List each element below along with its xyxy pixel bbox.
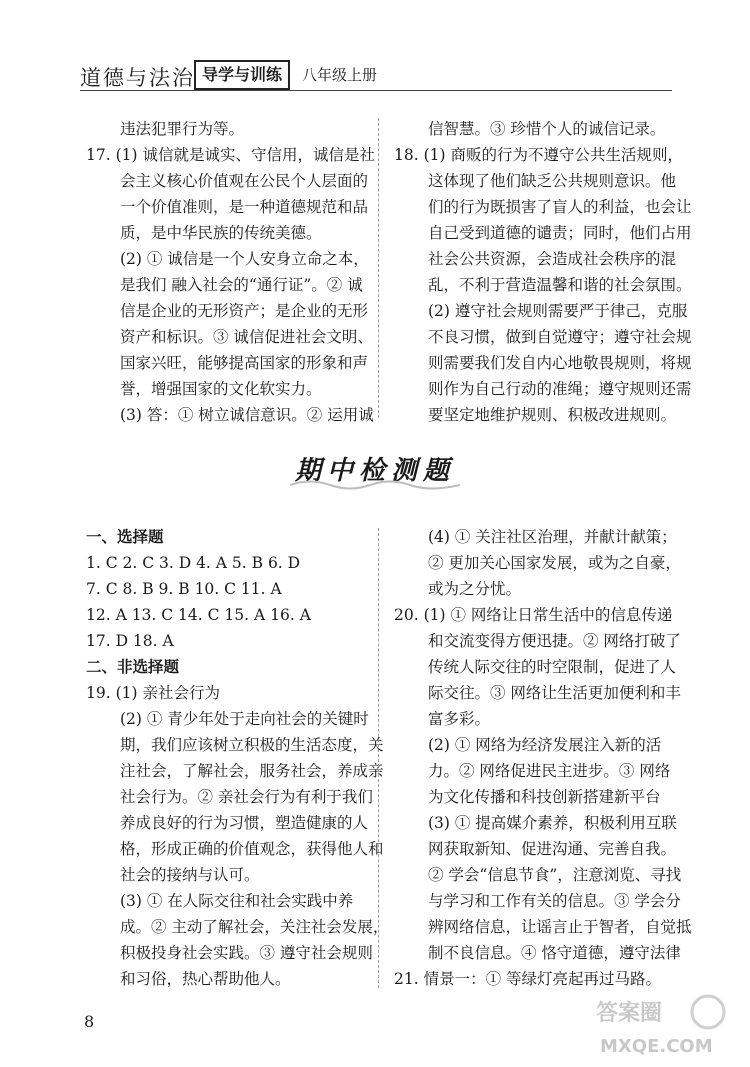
text-line: (3) ① 在人际交往和社会实践中养 bbox=[120, 892, 354, 910]
text-line: 力。② 网络促进民主进步。③ 网络 bbox=[428, 762, 671, 780]
text-line: ② 更加关心国家发展，或为之自豪， bbox=[428, 554, 681, 572]
text-line: (2) ① 青少年处于走向社会的关键时 bbox=[120, 710, 369, 728]
text-line: 际交往。③ 网络让生活更加便利和丰 bbox=[428, 684, 681, 702]
text-line: 社会的接纳与认可。 bbox=[120, 866, 260, 884]
section-title: 期中检测题 bbox=[294, 456, 455, 486]
text-line: 制不良信息。④ 恪守道德，遵守法律 bbox=[428, 944, 681, 962]
text-line: 这体现了他们缺乏公共规则意识。他 bbox=[428, 172, 677, 190]
text-line: (2) 遵守社会规则需要严于律己，克服 bbox=[428, 302, 688, 320]
text-line: 违法犯罪行为等。 bbox=[120, 120, 245, 138]
text-line: 会主义核心价值观在公民个人层面的 bbox=[120, 172, 369, 190]
text-line: 辨网络信息，让谣言止于智者，自觉抵 bbox=[428, 918, 692, 936]
page-number: 8 bbox=[84, 1012, 95, 1031]
text-line: 乱，不利于营造温馨和谐的社会氛围。 bbox=[428, 276, 692, 294]
watermark-line2: MXQE.COM bbox=[600, 1036, 713, 1057]
text-line: 期，我们应该树立积极的生活态度，关 bbox=[120, 736, 384, 754]
site-watermark bbox=[590, 990, 740, 1060]
bottom-right-column bbox=[394, 524, 692, 992]
section-heading: 一、选择题 bbox=[86, 527, 164, 546]
header-rule bbox=[80, 90, 672, 91]
text-line: 们的行为既损害了盲人的利益，也会让 bbox=[428, 198, 692, 216]
text-line: 和习俗，热心帮助他人。 bbox=[120, 970, 291, 988]
answer-line: 12. A 13. C 14. C 15. A 16. A bbox=[86, 606, 311, 624]
text-line: (3) ① 提高媒介素养，积极利用互联 bbox=[428, 814, 677, 832]
text-line: 要坚定地维护规则、积极改进规则。 bbox=[428, 406, 677, 424]
text-line: (3) 答：① 树立诚信意识。② 运用诚 bbox=[120, 406, 374, 424]
column-divider bbox=[378, 528, 379, 988]
text-line: 17. (1) 诚信就是诚实、守信用，诚信是社 bbox=[86, 146, 375, 164]
text-line: 信智慧。③ 珍惜个人的诚信记录。 bbox=[428, 120, 666, 138]
text-line: 誉，增强国家的文化软实力。 bbox=[120, 380, 322, 398]
text-line: 不良习惯，做到自觉遵守；遵守社会规 bbox=[428, 328, 692, 346]
answer-line: 1. C 2. C 3. D 4. A 5. B 6. D bbox=[86, 554, 301, 572]
series-label: 导学与训练 bbox=[194, 60, 290, 90]
text-line: (2) ① 诚信是一个人安身立命之本，是我们 融入社会的“通行证”。② 诚 bbox=[120, 250, 369, 294]
text-line: 传统人际交往的时空限制，促进了人 bbox=[428, 658, 677, 676]
page-header bbox=[80, 56, 672, 96]
text-line: 信是企业的无形资产；是企业的无形 bbox=[120, 302, 369, 320]
answer-line: 17. D 18. A bbox=[86, 632, 174, 650]
top-right-column bbox=[394, 116, 692, 428]
answer-line: 7. C 8. B 9. B 10. C 11. A bbox=[86, 580, 282, 598]
subject-title: 道德与法治 bbox=[80, 66, 195, 90]
text-line: 21. 情景一：① 等绿灯亮起再过马路。 bbox=[394, 970, 662, 988]
text-line: 一个价值准则，是一种道德规范和品 bbox=[120, 198, 369, 216]
text-line: 与学习和工作有关的信息。③ 学会分 bbox=[428, 892, 681, 910]
text-line: 20. (1) ① 网络让日常生活中的信息传递 bbox=[394, 606, 673, 624]
text-line: 为文化传播和科技创新搭建新平台 bbox=[428, 788, 661, 806]
text-line: (4) ① 关注社区治理，并献计献策； bbox=[428, 528, 677, 546]
section-heading: 二、非选择题 bbox=[86, 657, 180, 676]
text-line: 注社会，了解社会，服务社会，养成亲 bbox=[120, 762, 384, 780]
text-line: (2) ① 网络为经济发展注入新的活 bbox=[428, 736, 662, 754]
text-line: 格，形成正确的价值观念，获得他人和 bbox=[120, 840, 384, 858]
text-line: 或为之分忧。 bbox=[428, 580, 522, 598]
text-line: 网获取新知、促进沟通、完善自我。 bbox=[428, 840, 677, 858]
grade-label: 八年级上册 bbox=[302, 66, 378, 84]
text-line: 则作为自己行动的准绳；遵守规则还需 bbox=[428, 380, 692, 398]
column-divider bbox=[378, 118, 379, 418]
text-line: 19. (1) 亲社会行为 bbox=[86, 684, 220, 702]
text-line: 积极投身社会实践。③ 遵守社会规则 bbox=[120, 944, 373, 962]
text-line: 则需要我们发自内心地敬畏规则，将规 bbox=[428, 354, 692, 372]
text-line: 和交流变得方便迅捷。② 网络打破了 bbox=[428, 632, 681, 650]
watermark-line1: 答案圈 bbox=[596, 1001, 663, 1026]
text-line: 质，是中华民族的传统美德。 bbox=[120, 224, 322, 242]
text-line: 18. (1) 商贩的行为不遵守公共生活规则， bbox=[394, 146, 683, 164]
text-line: ② 学会“信息节食”，注意浏览、寻找 bbox=[428, 866, 682, 884]
text-line: 自己受到道德的谴责；同时，他们占用 bbox=[428, 224, 692, 242]
text-line: 国家兴旺，能够提高国家的形象和声 bbox=[120, 354, 369, 372]
top-left-column bbox=[86, 116, 376, 428]
title-decoration bbox=[290, 478, 460, 492]
text-line: 社会公共资源，会造成社会秩序的混 bbox=[428, 250, 677, 268]
bottom-left-column bbox=[86, 524, 389, 992]
text-line: 社会行为。② 亲社会行为有利于我们 bbox=[120, 788, 373, 806]
text-line: 富多彩。 bbox=[428, 710, 491, 728]
text-line: 成。② 主动了解社会，关注社会发展， bbox=[120, 918, 389, 936]
text-line: 资产和标识。③ 诚信促进社会文明、 bbox=[120, 328, 373, 346]
text-line: 养成良好的行为习惯，塑造健康的人 bbox=[120, 814, 369, 832]
